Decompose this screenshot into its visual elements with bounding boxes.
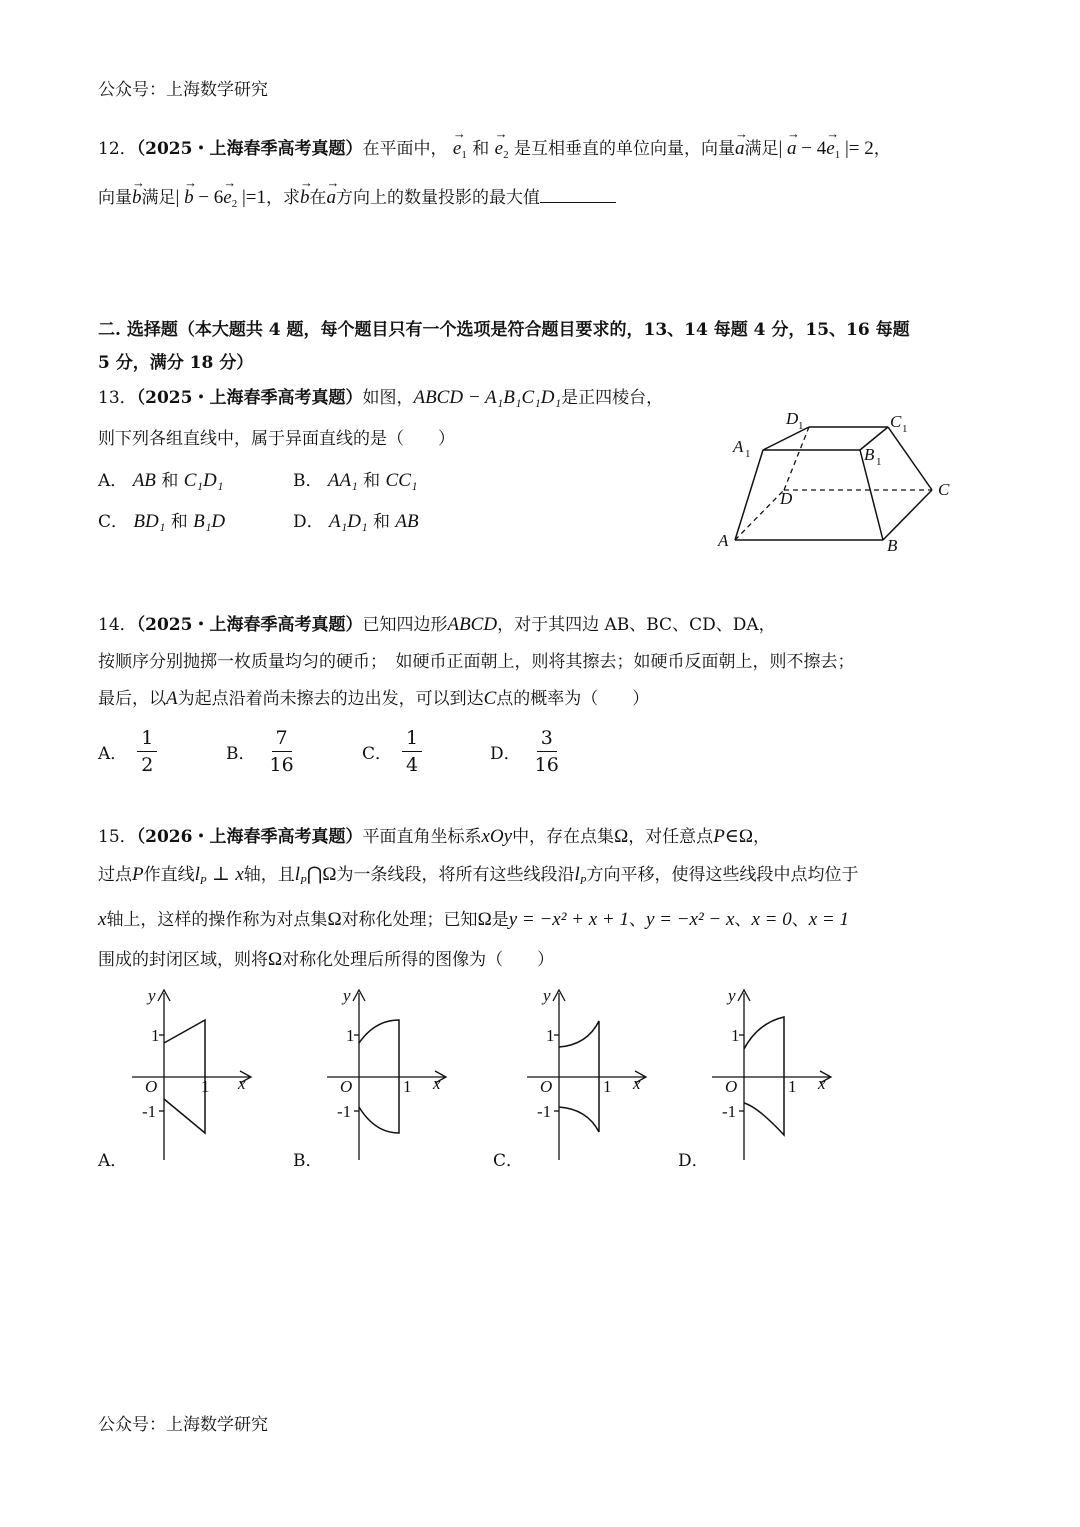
q14-number: 14． xyxy=(98,615,137,635)
frustum-figure xyxy=(700,400,970,560)
q12-source: （2025・上海春季高考真题） xyxy=(136,139,363,159)
label-b: B xyxy=(887,536,898,555)
vector-b: → b xyxy=(132,187,142,208)
label-b1-sub: 1 xyxy=(876,456,882,468)
q15-option-c-label[interactable]: C． xyxy=(493,1151,524,1171)
q13-text: 如图， xyxy=(362,388,414,408)
q12-text: 在 xyxy=(309,188,327,208)
page-header: 公众号：上海数学研究 xyxy=(98,80,268,100)
q14-line1 xyxy=(98,613,776,637)
q13-text: 是正四棱台， xyxy=(561,388,664,408)
q15-option-b-label[interactable]: B． xyxy=(293,1151,323,1171)
svg-text:x: x xyxy=(238,1074,246,1093)
q13-option-a[interactable]: A． AB 和 C₁D₁ xyxy=(98,470,224,491)
q15-line2: 过点P作直线$l_P$ ⊥ x轴，且$l_P⋂\Omega$为一条线段，将所有这些线段沿$l_P$方向平移，使得这些线段中点均位于 xyxy=(98,864,859,887)
q12-text: 满足 xyxy=(141,188,176,208)
svg-text:1: 1 xyxy=(151,1026,160,1045)
q12-text: 满足 xyxy=(744,139,779,159)
q15-option-a-label[interactable]: A． xyxy=(98,1151,128,1171)
q13-number: 13． xyxy=(98,388,137,408)
svg-text:y: y xyxy=(343,986,351,1005)
svg-text:O: O xyxy=(340,1077,353,1096)
q15-number: 15． xyxy=(98,827,137,847)
q12-condition-a: | → $a - 4\to e_1$ |= 2 xyxy=(778,138,873,159)
svg-text:x: x xyxy=(633,1074,641,1093)
q12-text: 方向上的数量投影的最大值 xyxy=(336,188,540,208)
svg-text:O: O xyxy=(725,1077,738,1096)
svg-text:1: 1 xyxy=(731,1026,740,1045)
label-b1: B xyxy=(864,445,875,464)
q15-line1: 15．（2026・上海春季高考真题）平面直角坐标系xOy中，存在点集Ω，对任意点P∈Ω， xyxy=(98,826,770,847)
q15-option-d-label[interactable]: D． xyxy=(678,1151,709,1171)
graph-b[interactable] xyxy=(315,985,455,1165)
svg-text:-1: -1 xyxy=(337,1102,352,1121)
q12-and: 和 xyxy=(472,139,490,159)
q12-text: ，求 xyxy=(266,188,300,208)
svg-text:1: 1 xyxy=(346,1026,355,1045)
q12-number: 12． xyxy=(98,139,137,159)
vector-a: → a xyxy=(735,138,745,159)
q13-option-c[interactable]: C． BD₁ 和 B₁D xyxy=(98,511,226,532)
q13-solid: ABCD − A₁B₁C₁D₁ xyxy=(413,387,562,408)
svg-text:1: 1 xyxy=(546,1026,555,1045)
q13-option-b[interactable]: B． AA₁ 和 CC₁ xyxy=(293,470,418,491)
q14-text: ，对于其四边 AB、BC、CD、DA， xyxy=(497,615,776,635)
svg-text:x: x xyxy=(433,1074,441,1093)
vector-b: → b xyxy=(300,187,310,208)
svg-text:y: y xyxy=(543,986,551,1005)
label-d1-sub: 1 xyxy=(798,420,804,432)
q14-option-a[interactable]: A． $\frac{1}{2}$ xyxy=(98,727,157,776)
label-a1: A xyxy=(733,437,744,456)
q13-line2: 则下列各组直线中，属于异面直线的是（ ） xyxy=(98,429,455,449)
q13-source: （2025・上海春季高考真题） xyxy=(136,388,363,408)
q15-source: （2026・上海春季高考真题） xyxy=(136,827,363,847)
section-title-cont: 5 分，满分 18 分） xyxy=(98,353,254,373)
q15-line3: x轴上，这样的操作称为对点集Ω对称化处理；已知Ω是y = −x² + x + 1、y = −x² − x、x = 0、x = 1 xyxy=(98,909,849,930)
graph-d-curve xyxy=(744,1017,784,1135)
label-a1-sub: 1 xyxy=(745,448,751,460)
hidden-edge-dd1 xyxy=(784,427,809,490)
label-c: C xyxy=(938,480,950,499)
svg-text:y: y xyxy=(148,986,156,1005)
svg-text:1: 1 xyxy=(403,1077,412,1096)
q14-text: 已知四边形 xyxy=(362,615,448,635)
svg-text:x: x xyxy=(818,1074,826,1093)
answer-blank[interactable] xyxy=(540,184,616,203)
svg-text:O: O xyxy=(540,1077,553,1096)
q13-line1 xyxy=(98,386,663,410)
q12-text: 是互相垂直的单位向量，向量 xyxy=(513,139,735,159)
graph-d[interactable] xyxy=(700,985,840,1165)
q12-comma: ， xyxy=(873,139,891,159)
graph-c[interactable] xyxy=(515,985,655,1165)
label-a: A xyxy=(718,531,729,550)
q14-source: （2025・上海春季高考真题） xyxy=(136,615,363,635)
label-d1: D xyxy=(786,409,799,428)
vector-e1: → $e_1$ xyxy=(453,138,467,159)
q14-option-c[interactable]: C． $\frac{1}{4}$ xyxy=(362,727,422,776)
q14-quad: ABCD xyxy=(447,614,498,635)
label-c1-sub: 1 xyxy=(902,423,908,435)
svg-text:-1: -1 xyxy=(142,1102,157,1121)
svg-text:1: 1 xyxy=(788,1077,797,1096)
q12-condition-b: | → $b - 6\to e_2$ |=1 xyxy=(176,187,267,208)
vector-e2: → $e_2$ xyxy=(495,138,509,159)
svg-text:-1: -1 xyxy=(537,1102,552,1121)
label-d: D xyxy=(780,489,793,508)
svg-text:O: O xyxy=(145,1077,158,1096)
svg-text:1: 1 xyxy=(201,1077,210,1096)
q14-line3: 最后，以A为起点沿着尚未擦去的边出发，可以到达C点的概率为（ ） xyxy=(98,688,650,709)
q12-line2 xyxy=(98,184,616,216)
edge-cc1 xyxy=(888,427,932,490)
vector-a: → a xyxy=(327,187,337,208)
q14-option-b[interactable]: B． $\frac{7}{16}$ xyxy=(226,727,294,776)
q12-text: 向量 xyxy=(98,188,132,208)
svg-text:-1: -1 xyxy=(722,1102,737,1121)
q12-line1 xyxy=(98,137,891,167)
svg-text:y: y xyxy=(728,986,736,1005)
svg-text:1: 1 xyxy=(603,1077,612,1096)
page-footer: 公众号：上海数学研究 xyxy=(98,1415,268,1435)
q14-option-d[interactable]: D． $\frac{3}{16}$ xyxy=(490,727,559,776)
graph-a[interactable] xyxy=(120,985,260,1165)
q12-text: 在平面中， xyxy=(362,139,448,159)
section-title: 二. 选择题（本大题共 4 题，每个题目只有一个选项是符合题目要求的，13、14 每题 4 分，15、16 每题 xyxy=(98,320,910,340)
label-c1: C xyxy=(890,412,902,431)
q15-line4: 围成的封闭区域，则将Ω对称化处理后所得的图像为（ ） xyxy=(98,949,555,970)
q13-option-d[interactable]: D． A₁D₁ 和 AB xyxy=(293,511,419,532)
edge-bc xyxy=(883,490,932,540)
q14-line2: 按顺序分别抛掷一枚质量均匀的硬币； 如硬币正面朝上，则将其擦去；如硬币反面朝上，则不擦去； xyxy=(98,652,855,672)
